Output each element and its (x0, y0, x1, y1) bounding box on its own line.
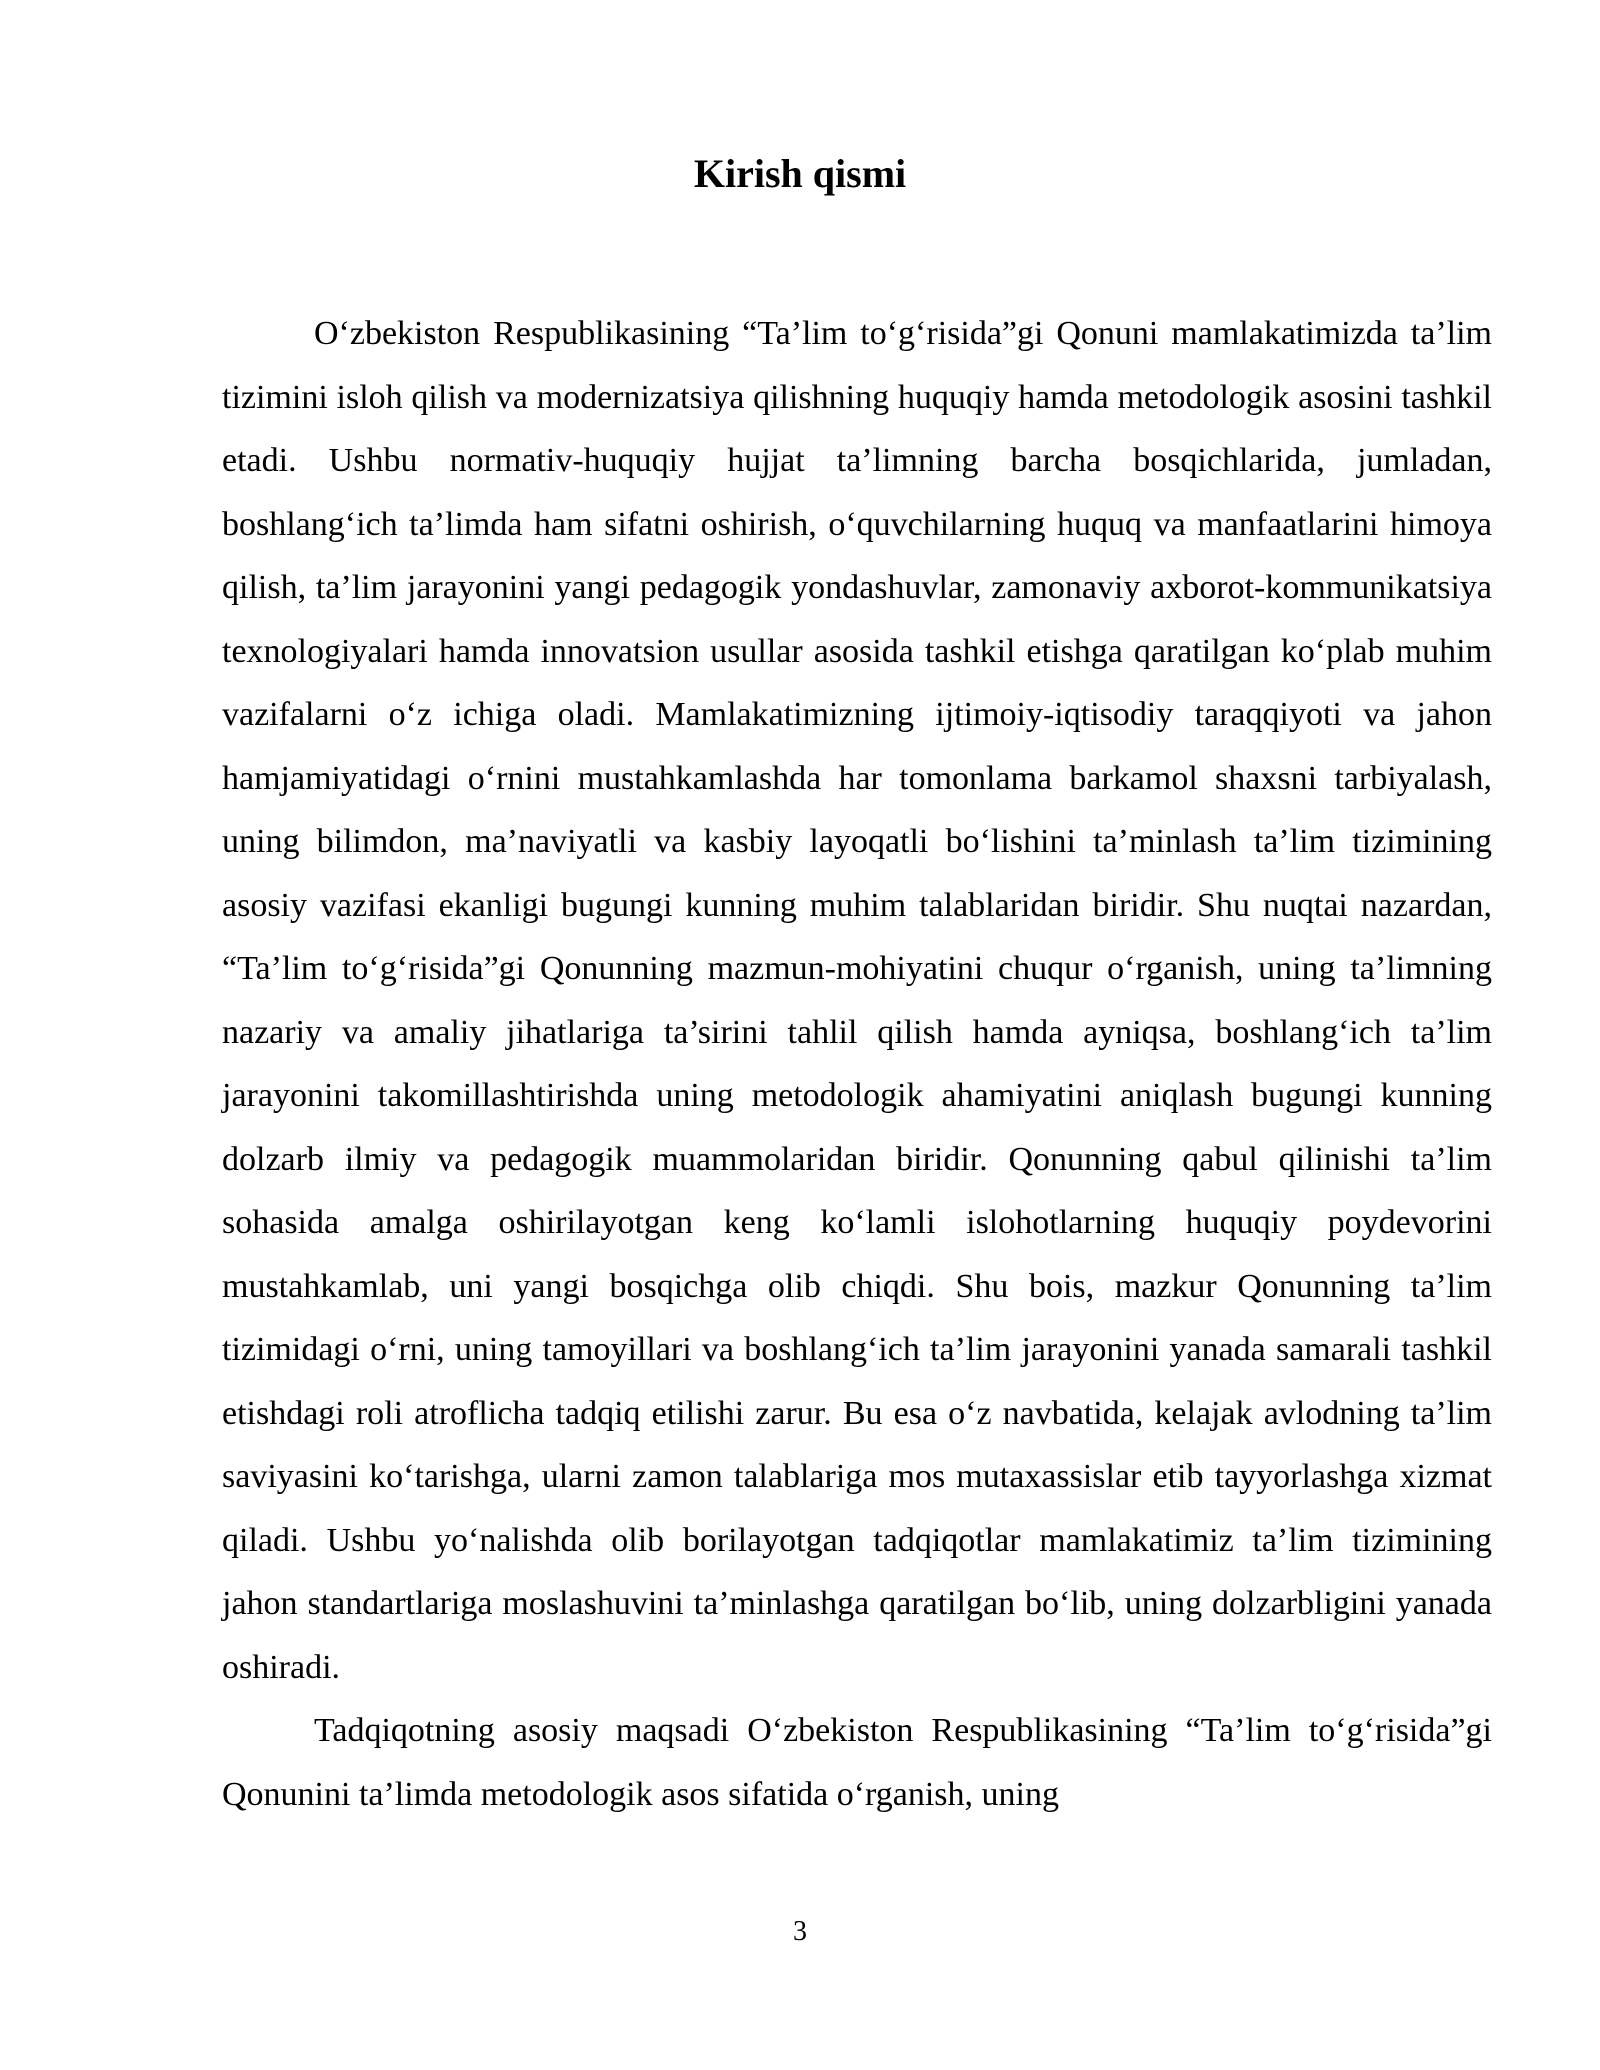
paragraph: Tadqiqotning asosiy maqsadi O‘zbekiston Respublikasining “Ta’lim to‘g‘risida”gi Qonunini ta’limda metodologik asos sifatida o‘rganish, uning (222, 1712, 1492, 1813)
page-number: 3 (793, 1916, 807, 1947)
body-text (222, 302, 1492, 1826)
section-title: Kirish qismi (693, 151, 907, 196)
paragraph: O‘zbekiston Respublikasining “Ta’lim to‘g‘risida”gi Qonuni mamlakatimizda ta’lim tizimini isloh qilish va modernizatsiya qilishning huquqiy hamda metodologik asosini tashkil etadi. Ushbu normativ-huquqiy hujjat ta’limning barcha bosqichlarida, jumladan, boshlang‘ich ta’limda ham sifatni oshirish, o‘quvchilarning huquq va manfaatlarini himoya qilish, ta’lim jarayonini yangi pedagogik yondashuvlar, zamonaviy axborot-kommunikatsiya texnologiyalari hamda innovatsion usullar asosida tashkil etishga qaratilgan ko‘plab muhim vazifalarni o‘z ichiga oladi. Mamlakatimizning ijtimoiy-iqtisodiy taraqqiyoti va jahon hamjamiyatidagi o‘rnini mustahkamlashda har tomonlama barkamol shaxsni tarbiyalash, uning bilimdon, ma’naviyatli va kasbiy layoqatli bo‘lishini ta’minlash ta’lim tizimining asosiy vazifasi ekanligi bugungi kunning muhim talablaridan biridir. Shu nuqtai nazardan, “Ta’lim to‘g‘risida”gi Qonunning mazmun-mohiyatini chuqur o‘rganish, uning ta’limning nazariy va amaliy jihatlariga ta’sirini tahlil qilish hamda ayniqsa, boshlang‘ich ta’lim jarayonini takomillashtirishda uning metodologik ahamiyatini aniqlash bugungi kunning dolzarb ilmiy va pedagogik muammolaridan biridir. Qonunning qabul qilinishi ta’lim sohasida amalga oshirilayotgan keng ko‘lamli islohotlarning huquqiy poydevorini mustahkamlab, uni yangi bosqichga olib chiqdi. Shu bois, mazkur Qonunning ta’lim tizimidagi o‘rni, uning tamoyillari va boshlang‘ich ta’lim jarayonini yanada samarali tashkil etishdagi roli atroflicha tadqiq etilishi zarur. Bu esa o‘z navbatida, kelajak avlodning ta’lim saviyasini ko‘tarishga, ularni zamon talablariga mos mutaxassislar etib tayyorlashga xizmat qiladi. Ushbu yo‘nalishda olib borilayotgan tadqiqotlar mamlakatimiz ta’lim tizimining jahon standartlariga moslashuvini ta’minlashga qaratilgan bo‘lib, uning dolzarbligini yanada oshiradi. (222, 315, 1492, 1686)
